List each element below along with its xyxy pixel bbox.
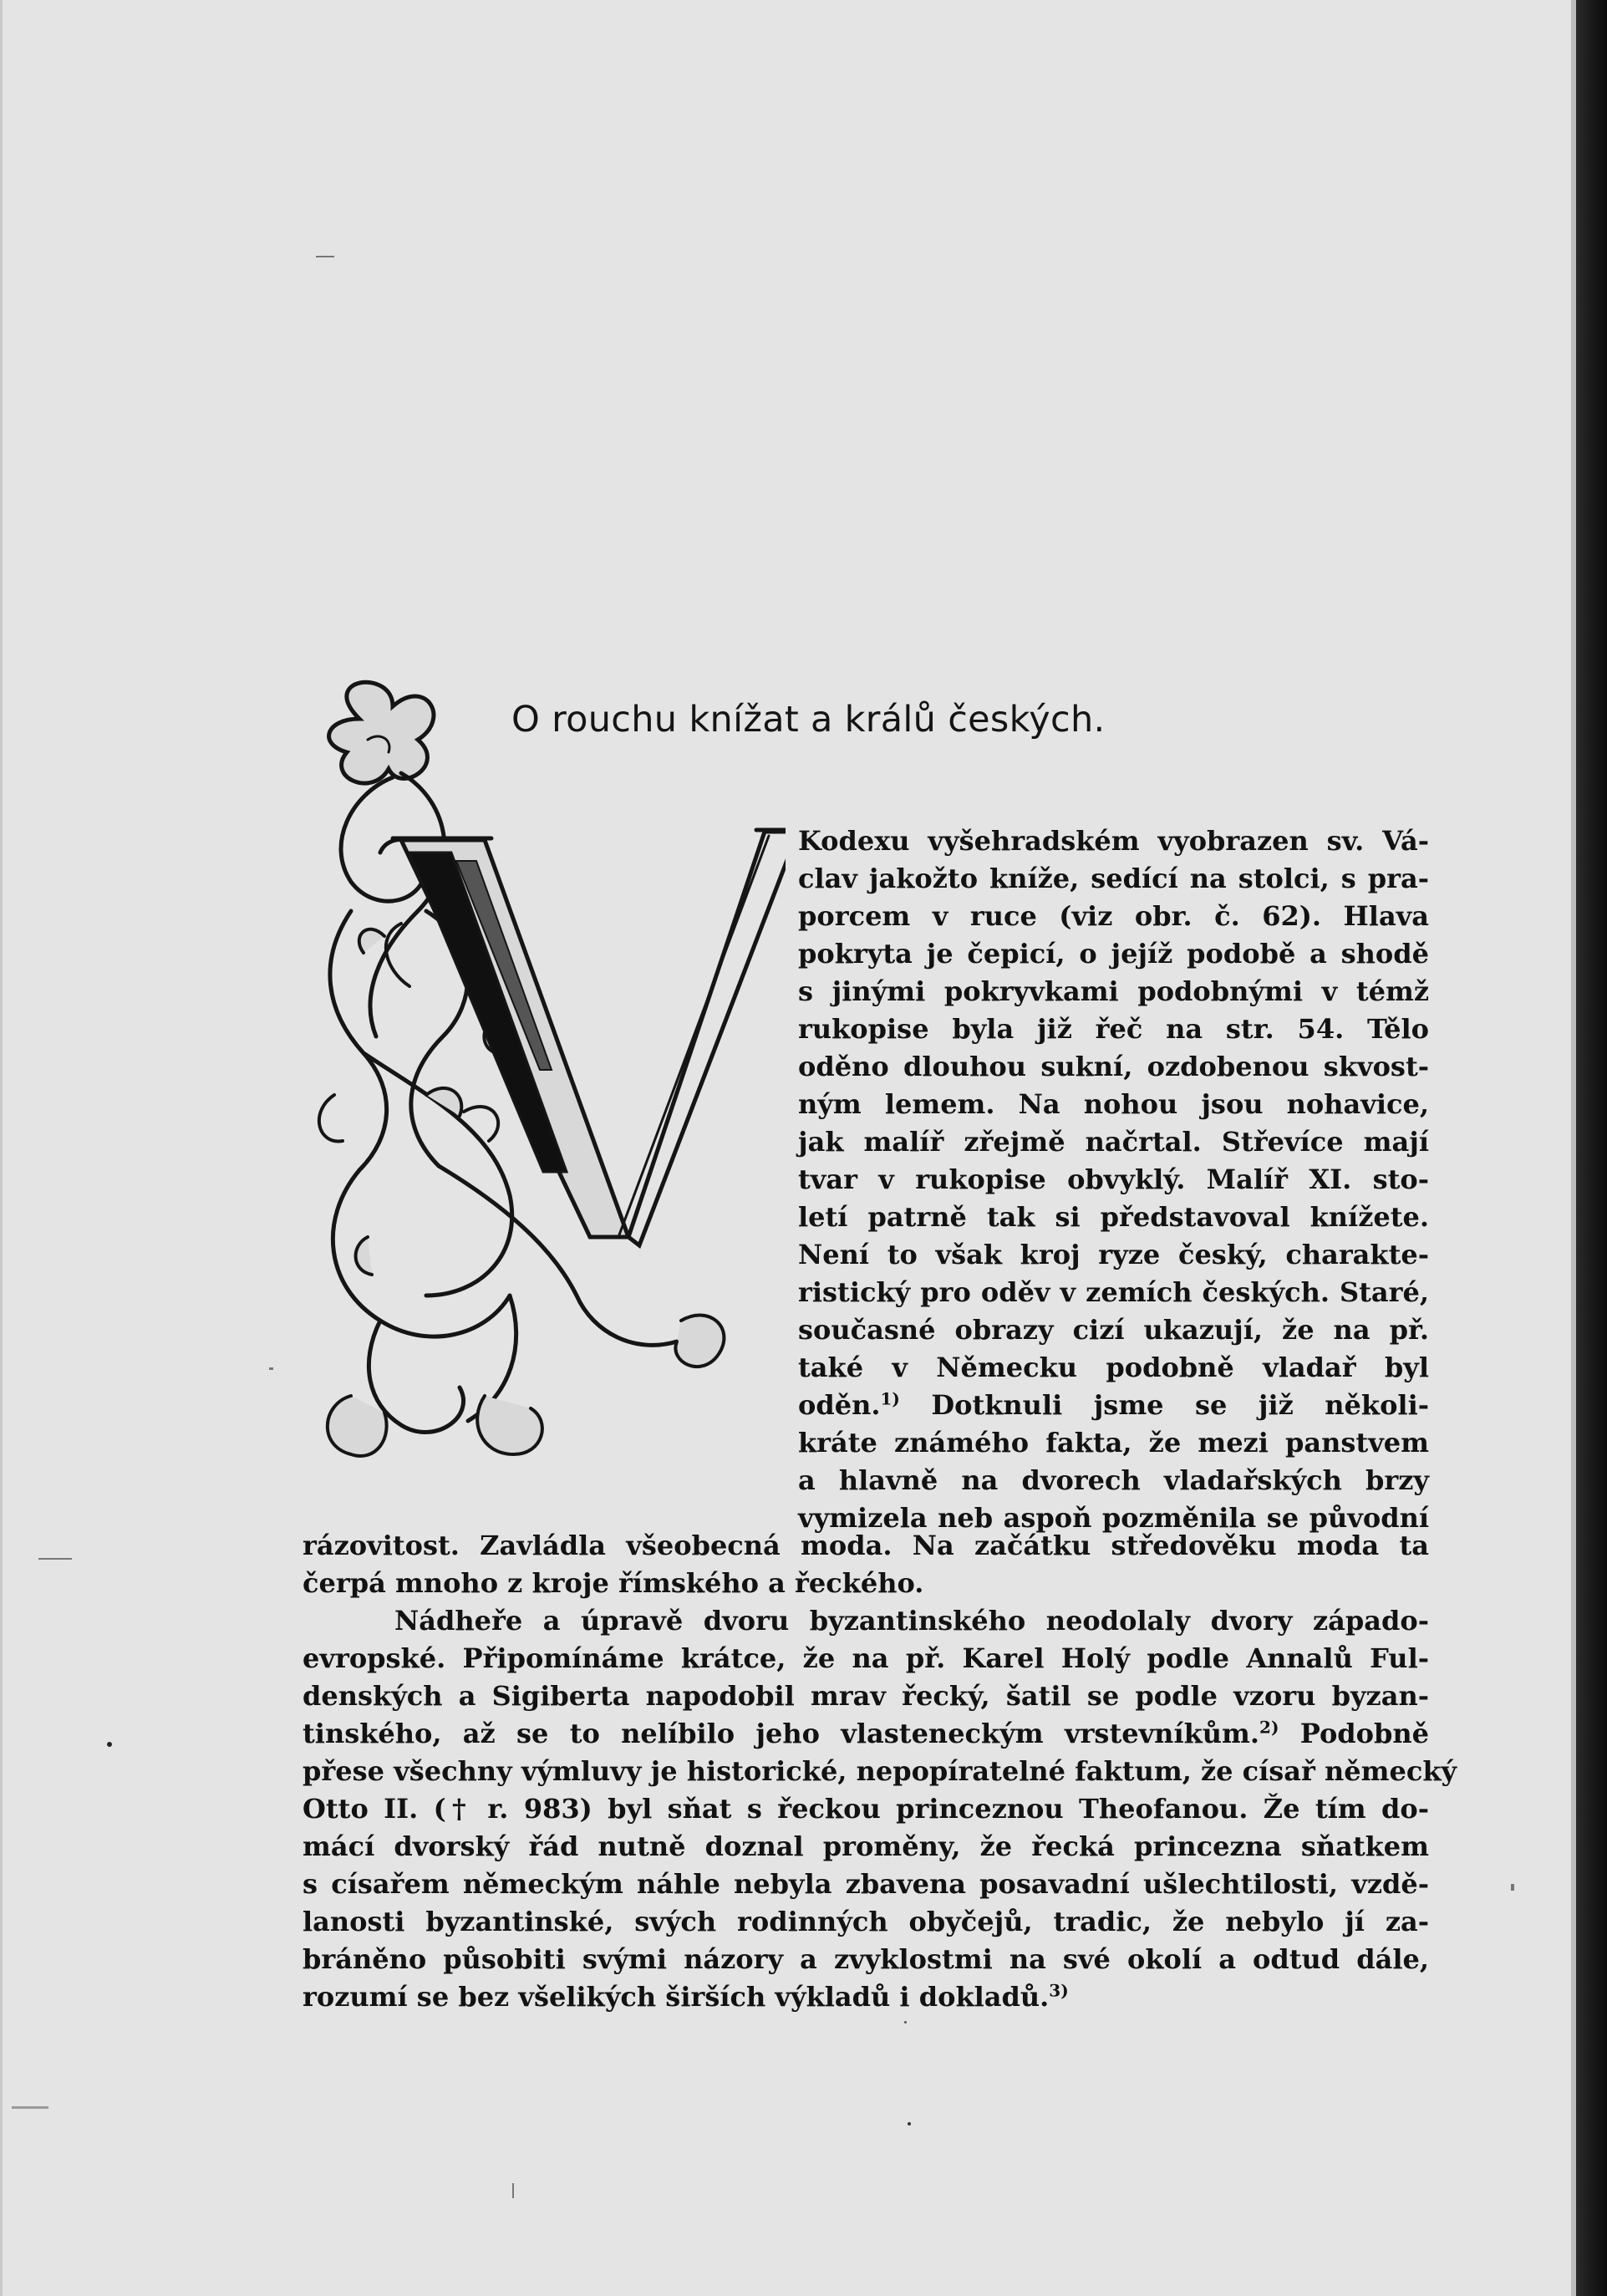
left-edge — [0, 0, 3, 2296]
initial-paragraph-column — [798, 822, 1429, 1558]
margin-dash — [38, 1558, 72, 1560]
text-line — [303, 1978, 1429, 2016]
text-line: porcem v ruce (viz obr. č. 62). Hlava — [798, 900, 1429, 932]
text-fragment: Dotknuli jsme se již několi- — [931, 1389, 1430, 1421]
text-fragment: oděn. — [798, 1389, 881, 1421]
text-line: bráněno působiti svými názory a zvyklostmi na své okolí a odtud dále, — [303, 1943, 1429, 1975]
text-line: Není to však kroj ryze český, charakte- — [798, 1239, 1429, 1270]
text-line: tvar v rukopise obvyklý. Malíř XI. sto- — [798, 1163, 1429, 1195]
margin-dash — [1511, 1884, 1514, 1891]
text-line: současné obrazy cizí ukazují, že na př. — [798, 1314, 1429, 1346]
text-line: letí patrně tak si představoval knížete. — [798, 1201, 1429, 1233]
text-line: oděno dlouhou sukní, ozdobenou skvost- — [798, 1051, 1429, 1082]
body-text-column — [303, 1527, 1457, 2029]
text-line: denských a Sigiberta napodobil mrav řecký, šatil se podle vzoru byzan- — [303, 1680, 1429, 1712]
text-line: čerpá mnoho z kroje římského a řeckého. — [303, 1567, 924, 1599]
text-line: s císařem německým náhle nebyla zbavena posavadní ušlechtilosti, vzdě- — [303, 1868, 1429, 1900]
text-line: a hlavně na dvorech vladařských brzy — [798, 1464, 1429, 1496]
margin-dot — [107, 1742, 112, 1747]
margin-dash — [316, 256, 334, 257]
text-line: evropské. Připomínáme krátce, že na př. Karel Holý podle Annalů Ful- — [303, 1642, 1429, 1674]
margin-dash — [12, 2106, 48, 2109]
footnote-mark: 2) — [1259, 1717, 1279, 1738]
text-line: také v Německu podobně vladař byl — [798, 1352, 1429, 1383]
margin-dot — [269, 1367, 273, 1370]
text-line: rázovitost. Zavládla všeobecná moda. Na začátku středověku moda ta — [303, 1530, 1429, 1561]
text-line: přese všechny výmluvy je historické, nepopíratelné faktum, že císař německý — [303, 1755, 1457, 1787]
ornamental-initial-v-icon — [301, 660, 786, 1496]
text-line — [303, 1715, 1429, 1753]
text-fragment: Podobně — [1299, 1718, 1430, 1749]
footnote-mark: 1) — [880, 1388, 900, 1409]
scan-border — [1576, 0, 1607, 2296]
text-line: ristický pro oděv v zemích českých. Staré, — [798, 1276, 1429, 1308]
text-line: Otto II. († r. 983) byl sňat s řeckou princeznou Theofanou. Že tím do- — [303, 1793, 1429, 1825]
text-line: pokryta je čepicí, o jejíž podobě a shodě — [798, 938, 1429, 970]
text-line: rukopise byla již řeč na str. 54. Tělo — [798, 1013, 1429, 1045]
text-line: ným lemem. Na nohou jsou nohavice, — [798, 1088, 1429, 1120]
text-line: vymizela neb aspoň pozměnila se původní — [798, 1502, 1429, 1534]
text-line: lanosti byzantinské, svých rodinných obyčejů, tradic, že nebylo jí za- — [303, 1906, 1429, 1937]
text-line: s jinými pokryvkami podobnými v témž — [798, 975, 1429, 1007]
text-line — [798, 1387, 1429, 1424]
margin-dot — [908, 2122, 911, 2125]
text-line: jak malíř zřejmě načrtal. Střevíce mají — [798, 1126, 1429, 1158]
text-line: kráte známého fakta, že mezi panstvem — [798, 1427, 1429, 1459]
margin-dash — [512, 2183, 514, 2198]
text-fragment: rozumí se bez všelikých širších výkladů i dokladů. — [303, 1981, 1050, 2013]
text-line: clav jakožto kníže, sedící na stolci, s pra- — [798, 863, 1429, 894]
text-line: mácí dvorský řád nutně doznal proměny, že řecká princezna sňatkem — [303, 1830, 1429, 1862]
chapter-title: O rouchu knížat a králů českých. — [511, 699, 1106, 741]
paragraph-first-line: Nádheře a úpravě dvoru byzantinského neodolaly dvory západo- — [394, 1605, 1429, 1637]
text-line: Kodexu vyšehradském vyobrazen sv. Vá- — [798, 825, 1429, 857]
text-fragment: tinského, až se to nelíbilo jeho vlasteneckým vrstevníkům. — [303, 1718, 1260, 1749]
footnote-mark: 3) — [1049, 1980, 1069, 2001]
